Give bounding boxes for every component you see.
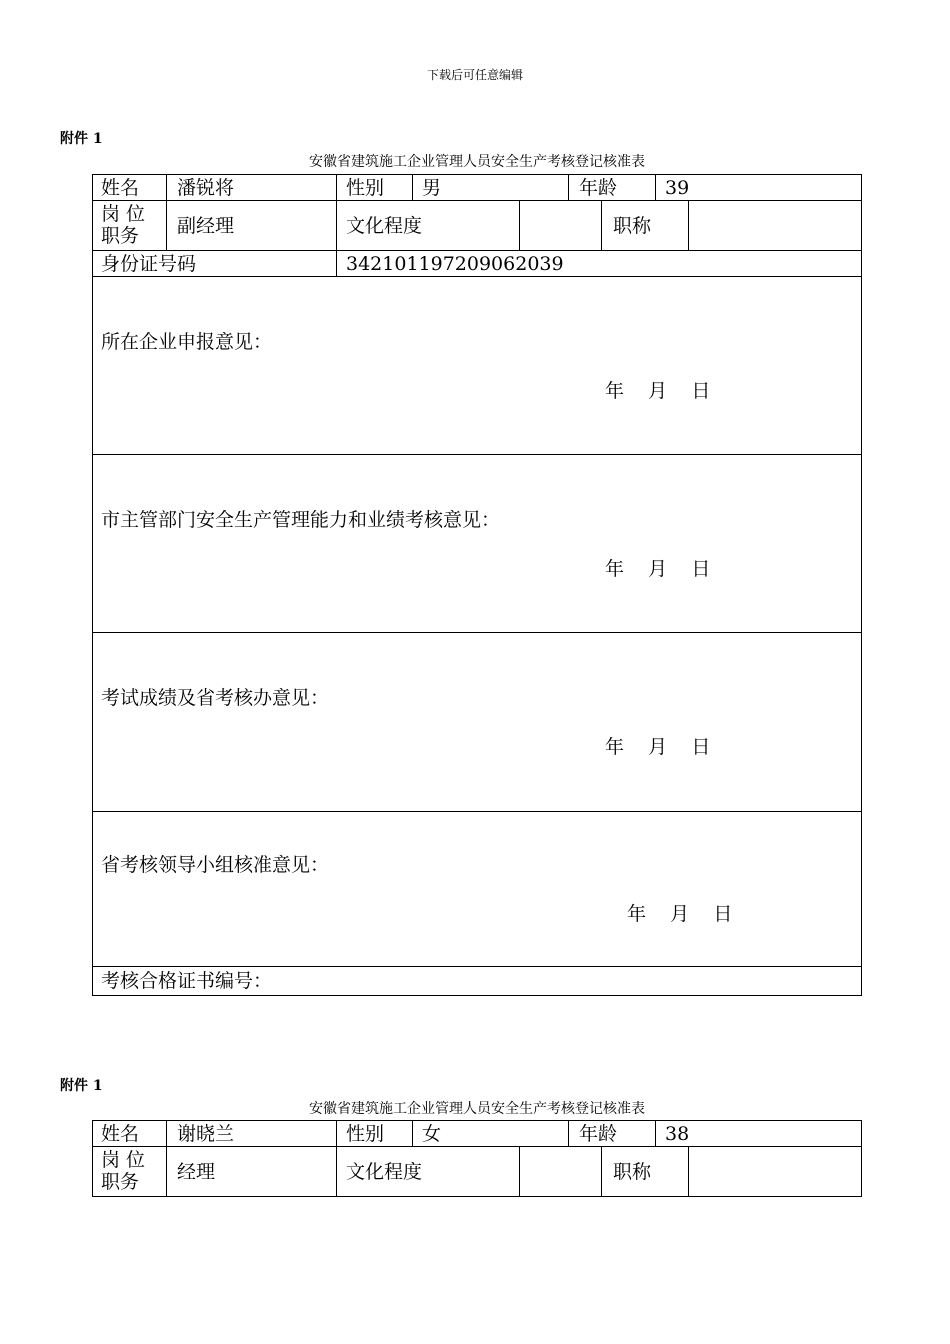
gender-label: 性别	[346, 1123, 385, 1145]
gender-value: 女	[422, 1123, 442, 1145]
position-value: 副经理	[177, 215, 235, 237]
id-value: 342101197209062039	[346, 253, 564, 275]
attachment-label: 附件 1	[60, 131, 103, 147]
date-line: 年 月 日	[605, 736, 711, 758]
registration-form	[92, 1120, 862, 1197]
exam-opinion-label: 考试成绩及省考核办意见：	[101, 687, 330, 709]
position-label-line2: 职务	[101, 1171, 140, 1193]
education-label: 文化程度	[346, 1161, 423, 1183]
registration-form	[92, 174, 862, 996]
city-opinion-label: 市主管部门安全生产管理能力和业绩考核意见：	[101, 509, 501, 531]
name-value: 谢晓兰	[177, 1123, 235, 1145]
certificate-label: 考核合格证书编号：	[101, 970, 273, 992]
date-line: 年 月 日	[605, 558, 711, 580]
id-label: 身份证号码	[101, 253, 197, 275]
approval-opinion-label: 省考核领导小组核准意见：	[101, 854, 330, 876]
job-title-label: 职称	[613, 215, 652, 237]
age-value: 39	[665, 177, 690, 199]
company-opinion-label: 所在企业申报意见：	[101, 331, 273, 353]
attachment-label: 附件 1	[60, 1078, 103, 1094]
age-value: 38	[665, 1123, 690, 1145]
name-label: 姓名	[101, 1123, 140, 1145]
age-label: 年龄	[579, 1123, 618, 1145]
form-title: 安徽省建筑施工企业管理人员安全生产考核登记核准表	[309, 154, 645, 170]
gender-value: 男	[422, 177, 442, 199]
position-label-line1: 岗 位	[101, 1149, 146, 1171]
form-title: 安徽省建筑施工企业管理人员安全生产考核登记核准表	[309, 1101, 645, 1117]
name-label: 姓名	[101, 177, 140, 199]
name-value: 潘锐将	[177, 177, 235, 199]
age-label: 年龄	[579, 177, 618, 199]
position-value: 经理	[177, 1161, 216, 1183]
job-title-label: 职称	[613, 1161, 652, 1183]
date-line: 年 月 日	[627, 903, 733, 925]
gender-label: 性别	[346, 177, 385, 199]
education-label: 文化程度	[346, 215, 423, 237]
position-label-line2: 职务	[101, 225, 140, 247]
position-label-line1: 岗 位	[101, 203, 146, 225]
date-line: 年 月 日	[605, 380, 711, 402]
page-header: 下载后可任意编辑	[426, 68, 523, 82]
